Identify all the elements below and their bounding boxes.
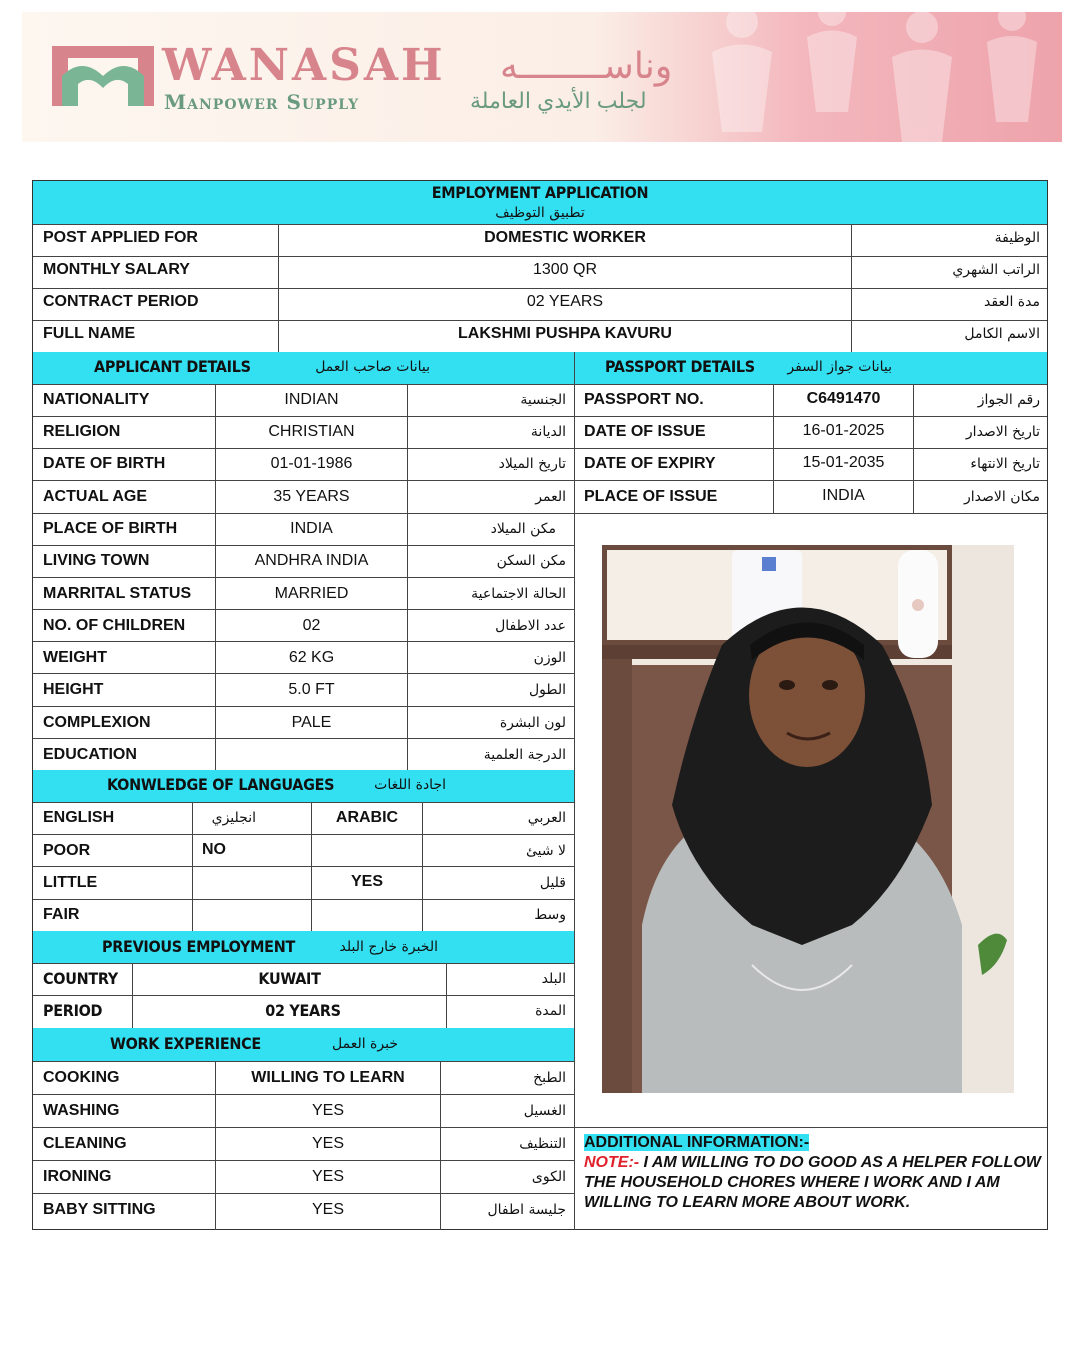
passport-details-header-arabic: بيانات جواز السفر: [787, 359, 892, 375]
row-label-arabic: الطبخ: [533, 1070, 566, 1086]
row-label: NATIONALITY: [43, 391, 150, 408]
row-label: COOKING: [43, 1069, 120, 1086]
row-label: IRONING: [43, 1168, 112, 1185]
row-label: POOR: [43, 842, 91, 859]
row-label-arabic: التنظيف: [519, 1136, 566, 1152]
row-value: LAKSHMI PUSHPA KAVURU: [458, 325, 672, 342]
row-label-arabic: تاريخ الانتهاء: [970, 456, 1040, 472]
additional-information-heading: ADDITIONAL INFORMATION:-: [584, 1134, 810, 1151]
row-value: YES: [311, 1102, 344, 1119]
form-title-arabic: تطبيق التوظيف: [495, 205, 585, 221]
language-english-label: ENGLISH: [43, 809, 115, 826]
row-label: HEIGHT: [43, 681, 104, 698]
row-value: 62 KG: [288, 649, 335, 666]
row-value: C6491470: [806, 390, 881, 407]
row-label-arabic: الكوى: [531, 1169, 566, 1185]
row-label: BABY SITTING: [43, 1201, 156, 1218]
row-label-arabic: لون البشرة: [499, 715, 566, 731]
row-label-arabic: قليل: [539, 875, 566, 891]
row-value: 1300 QR: [532, 261, 598, 278]
note-label: NOTE:-: [584, 1154, 640, 1171]
row-label-arabic: الدرجة العلمية: [483, 747, 566, 763]
row-label: PLACE OF ISSUE: [584, 488, 718, 505]
row-label: EDUCATION: [43, 746, 137, 763]
row-value: DOMESTIC WORKER: [484, 229, 646, 246]
row-label: CLEANING: [43, 1135, 127, 1152]
row-value: INDIA: [822, 487, 865, 504]
row-label-arabic: العمر: [535, 489, 566, 505]
row-label: DATE OF EXPIRY: [584, 455, 716, 472]
language-arabic-label: ARABIC: [335, 809, 399, 826]
row-value: 5.0 FT: [288, 681, 335, 698]
row-label: PERIOD: [43, 1001, 103, 1020]
row-value: 15-01-2035: [802, 454, 885, 471]
english-level: NO: [202, 841, 226, 858]
form-title: EMPLOYMENT APPLICATION: [431, 183, 649, 202]
row-label-arabic: الحالة الاجتماعية: [471, 586, 566, 602]
work-experience-header: WORK EXPERIENCE: [110, 1034, 261, 1053]
additional-information: [584, 1133, 1044, 1213]
row-label-arabic: الديانة: [530, 424, 566, 440]
row-value: YES: [311, 1135, 344, 1152]
row-value: PALE: [291, 714, 332, 731]
header-banner: [22, 12, 1062, 142]
language-arabic-label-arabic: العربي: [527, 810, 566, 826]
row-label: ACTUAL AGE: [43, 488, 147, 505]
row-label-arabic: عدد الاطفال: [495, 618, 566, 634]
row-value: INDIAN: [284, 391, 339, 408]
previous-employment-header: PREVIOUS EMPLOYMENT: [102, 937, 295, 956]
row-label-arabic: تاريخ الاصدار: [965, 424, 1040, 440]
row-label: CONTRACT PERIOD: [43, 293, 199, 310]
row-label: COMPLEXION: [43, 714, 151, 731]
row-value: INDIA: [290, 520, 333, 537]
applicant-photo: [602, 545, 1014, 1093]
languages-header-arabic: اجادة اللغات: [374, 777, 446, 793]
applicant-portrait-icon: [602, 545, 1014, 1093]
row-label-arabic: مكن السكن: [496, 553, 566, 569]
previous-employment-header-arabic: الخبرة خارج البلد: [339, 939, 438, 955]
row-label-arabic: الغسيل: [523, 1103, 566, 1119]
row-label: POST APPLIED FOR: [43, 229, 198, 246]
row-label-arabic: وسط: [534, 907, 566, 923]
row-label: RELIGION: [43, 423, 121, 440]
row-label-arabic: الوظيفة: [994, 230, 1040, 246]
brand-subtitle-arabic: لجلب الأيدي العاملة: [470, 88, 647, 113]
arabic-level: YES: [350, 873, 383, 890]
brand-name-arabic: وناســــــــه: [500, 46, 673, 87]
row-value: KUWAIT: [258, 969, 321, 988]
row-label-arabic: تاريخ الميلاد: [498, 456, 566, 472]
row-label: NO. OF CHILDREN: [43, 617, 186, 634]
row-label-arabic: المدة: [535, 1003, 566, 1019]
row-value: 35 YEARS: [273, 488, 350, 505]
row-label: FAIR: [43, 906, 80, 923]
languages-header: KONWLEDGE OF LANGUAGES: [107, 775, 335, 794]
row-value: 02 YEARS: [526, 293, 604, 310]
row-label-arabic: لا شيئ: [525, 843, 566, 859]
row-label: WASHING: [43, 1102, 120, 1119]
row-label: PASSPORT NO.: [584, 391, 704, 408]
row-label-arabic: الوزن: [533, 650, 566, 666]
row-label-arabic: جليسة اطفال: [487, 1202, 566, 1218]
language-english-label-arabic: انجليزي: [211, 810, 256, 826]
applicant-details-header: APPLICANT DETAILS: [94, 357, 251, 376]
row-label-arabic: الاسم الكامل: [964, 326, 1040, 342]
row-label: FULL NAME: [43, 325, 136, 342]
applicant-details-header-arabic: بيانات صاحب العمل: [315, 359, 430, 375]
row-value: ANDHRA INDIA: [254, 552, 369, 569]
row-label: MONTHLY SALARY: [43, 261, 190, 278]
work-experience-header-arabic: خبرة العمل: [332, 1036, 398, 1052]
row-value: WILLING TO LEARN: [251, 1069, 405, 1086]
row-label: MARRITAL STATUS: [43, 585, 192, 602]
row-value: YES: [311, 1168, 344, 1185]
row-label: PLACE OF BIRTH: [43, 520, 178, 537]
row-value: CHRISTIAN: [268, 423, 355, 440]
row-value: 02: [302, 617, 321, 634]
passport-details-header: PASSPORT DETAILS: [605, 357, 755, 376]
wanasah-logo-icon: [48, 42, 158, 112]
row-label: WEIGHT: [43, 649, 107, 666]
decorative-figures-icon: [622, 12, 1062, 142]
row-label: COUNTRY: [43, 969, 118, 988]
row-label-arabic: الراتب الشهري: [952, 262, 1040, 278]
row-label-arabic: مدة العقد: [984, 294, 1040, 310]
row-label-arabic: مكن الميلاد: [490, 521, 556, 537]
row-value: 01-01-1986: [270, 455, 353, 472]
brand-name: WANASAH: [162, 40, 446, 91]
row-label-arabic: الجنسية: [520, 392, 566, 408]
row-label-arabic: الطول: [528, 682, 566, 698]
note-text: I AM WILLING TO DO GOOD AS A HELPER FOLLOW THE HOUSEHOLD CHORES WHERE I WORK AND I AM WILLING TO LEARN MORE ABOUT WORK.: [584, 1154, 1041, 1211]
row-value: YES: [311, 1201, 344, 1218]
row-label: DATE OF BIRTH: [43, 455, 166, 472]
brand-subtitle: Manpower Supply: [164, 90, 360, 114]
row-label: LIVING TOWN: [43, 552, 150, 569]
row-label-arabic: رقم الجواز: [977, 392, 1040, 408]
row-label-arabic: مكان الاصدار: [964, 489, 1040, 505]
row-value: 02 YEARS: [265, 1001, 341, 1020]
row-value: 16-01-2025: [802, 422, 885, 439]
row-value: MARRIED: [274, 585, 349, 602]
row-label: DATE OF ISSUE: [584, 423, 706, 440]
row-label: LITTLE: [43, 874, 98, 891]
row-label-arabic: البلد: [541, 971, 566, 987]
